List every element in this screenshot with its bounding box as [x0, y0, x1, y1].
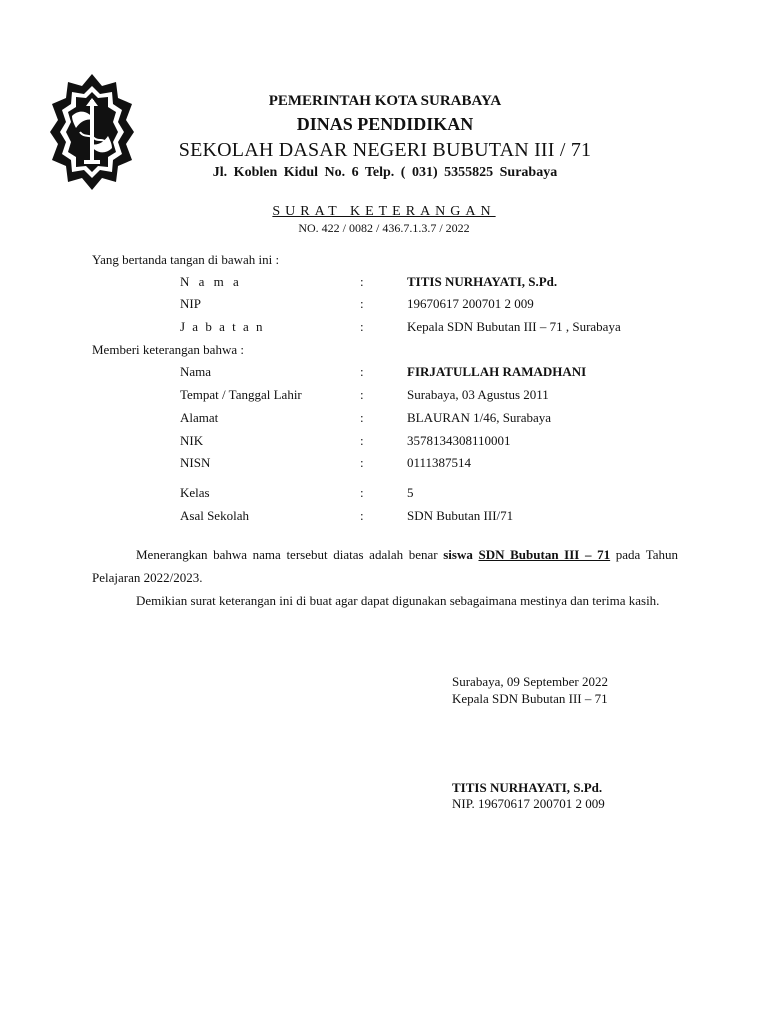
- colon: :: [360, 274, 364, 289]
- document-number: NO. 422 / 0082 / 436.7.1.3.7 / 2022: [298, 221, 470, 235]
- student-nik-value: 3578134308110001: [407, 433, 511, 448]
- signer-position-value: Kepala SDN Bubutan III – 71 , Surabaya: [407, 319, 621, 334]
- colon: :: [360, 410, 364, 425]
- statement-school-name: SDN Bubutan III – 71: [478, 547, 611, 562]
- signature-place-date: Surabaya, 09 September 2022: [452, 674, 608, 689]
- signer-nip-label: NIP: [180, 296, 201, 311]
- signature-name: TITIS NURHAYATI, S.Pd.: [452, 780, 603, 795]
- colon: :: [360, 296, 364, 311]
- statement-year: pada Tahun Pelajaran 2022/2023.: [92, 547, 679, 585]
- student-school-value: SDN Bubutan III/71: [407, 508, 514, 523]
- closing-text: Demikian surat keterangan ini di buat agar dapat digunakan sebagaimana mestinya dan terima kasih.: [136, 593, 660, 608]
- header-address: Jl. Koblen Kidul No. 6 Telp. ( 031) 5355825 Surabaya: [212, 165, 558, 180]
- signer-position-label: J a b a t a n: [180, 319, 265, 334]
- student-address-value: BLAURAN 1/46, Surabaya: [407, 410, 552, 425]
- shield-emblem-icon: [50, 72, 134, 192]
- signature-nip: NIP. 19670617 200701 2 009: [452, 796, 605, 811]
- surabaya-coat-of-arms-logo: [50, 72, 134, 192]
- student-name-label: Nama: [180, 364, 212, 379]
- intro-signer: Yang bertanda tangan di bawah ini :: [92, 252, 280, 267]
- document-title: SURAT KETERANGAN: [272, 204, 496, 219]
- colon: :: [360, 433, 364, 448]
- signer-nip-value: 19670617 200701 2 009: [407, 296, 534, 311]
- student-name-value: FIRJATULLAH RAMADHANI: [407, 364, 587, 379]
- student-birth-label: Tempat / Tanggal Lahir: [180, 387, 302, 402]
- colon: :: [360, 319, 364, 334]
- header-department: DINAS PENDIDIKAN: [296, 114, 474, 134]
- student-school-label: Asal Sekolah: [180, 508, 249, 523]
- colon: :: [360, 387, 364, 402]
- colon: :: [360, 485, 364, 500]
- student-birth-value: Surabaya, 03 Agustus 2011: [407, 387, 549, 402]
- student-nisn-value: 0111387514: [407, 455, 472, 470]
- student-class-value: 5: [407, 485, 414, 500]
- intro-student: Memberi keterangan bahwa :: [92, 342, 244, 357]
- signer-name-label: N a m a: [180, 274, 242, 289]
- student-address-label: Alamat: [180, 410, 219, 425]
- closing-paragraph: [92, 589, 678, 612]
- colon: :: [360, 508, 364, 523]
- statement-text: Menerangkan bahwa nama tersebut diatas adalah benar: [136, 547, 444, 562]
- colon: :: [360, 364, 364, 379]
- signer-name-value: TITIS NURHAYATI, S.Pd.: [407, 274, 558, 289]
- signature-role: Kepala SDN Bubutan III – 71: [452, 691, 608, 706]
- student-nisn-label: NISN: [180, 455, 211, 470]
- statement-student-word: siswa: [443, 547, 473, 562]
- statement-paragraph: [92, 543, 678, 589]
- student-class-label: Kelas: [180, 485, 210, 500]
- colon: :: [360, 455, 364, 470]
- header-government: PEMERINTAH KOTA SURABAYA: [268, 93, 502, 109]
- header-school-name: SEKOLAH DASAR NEGERI BUBUTAN III / 71: [178, 139, 592, 161]
- student-nik-label: NIK: [180, 433, 204, 448]
